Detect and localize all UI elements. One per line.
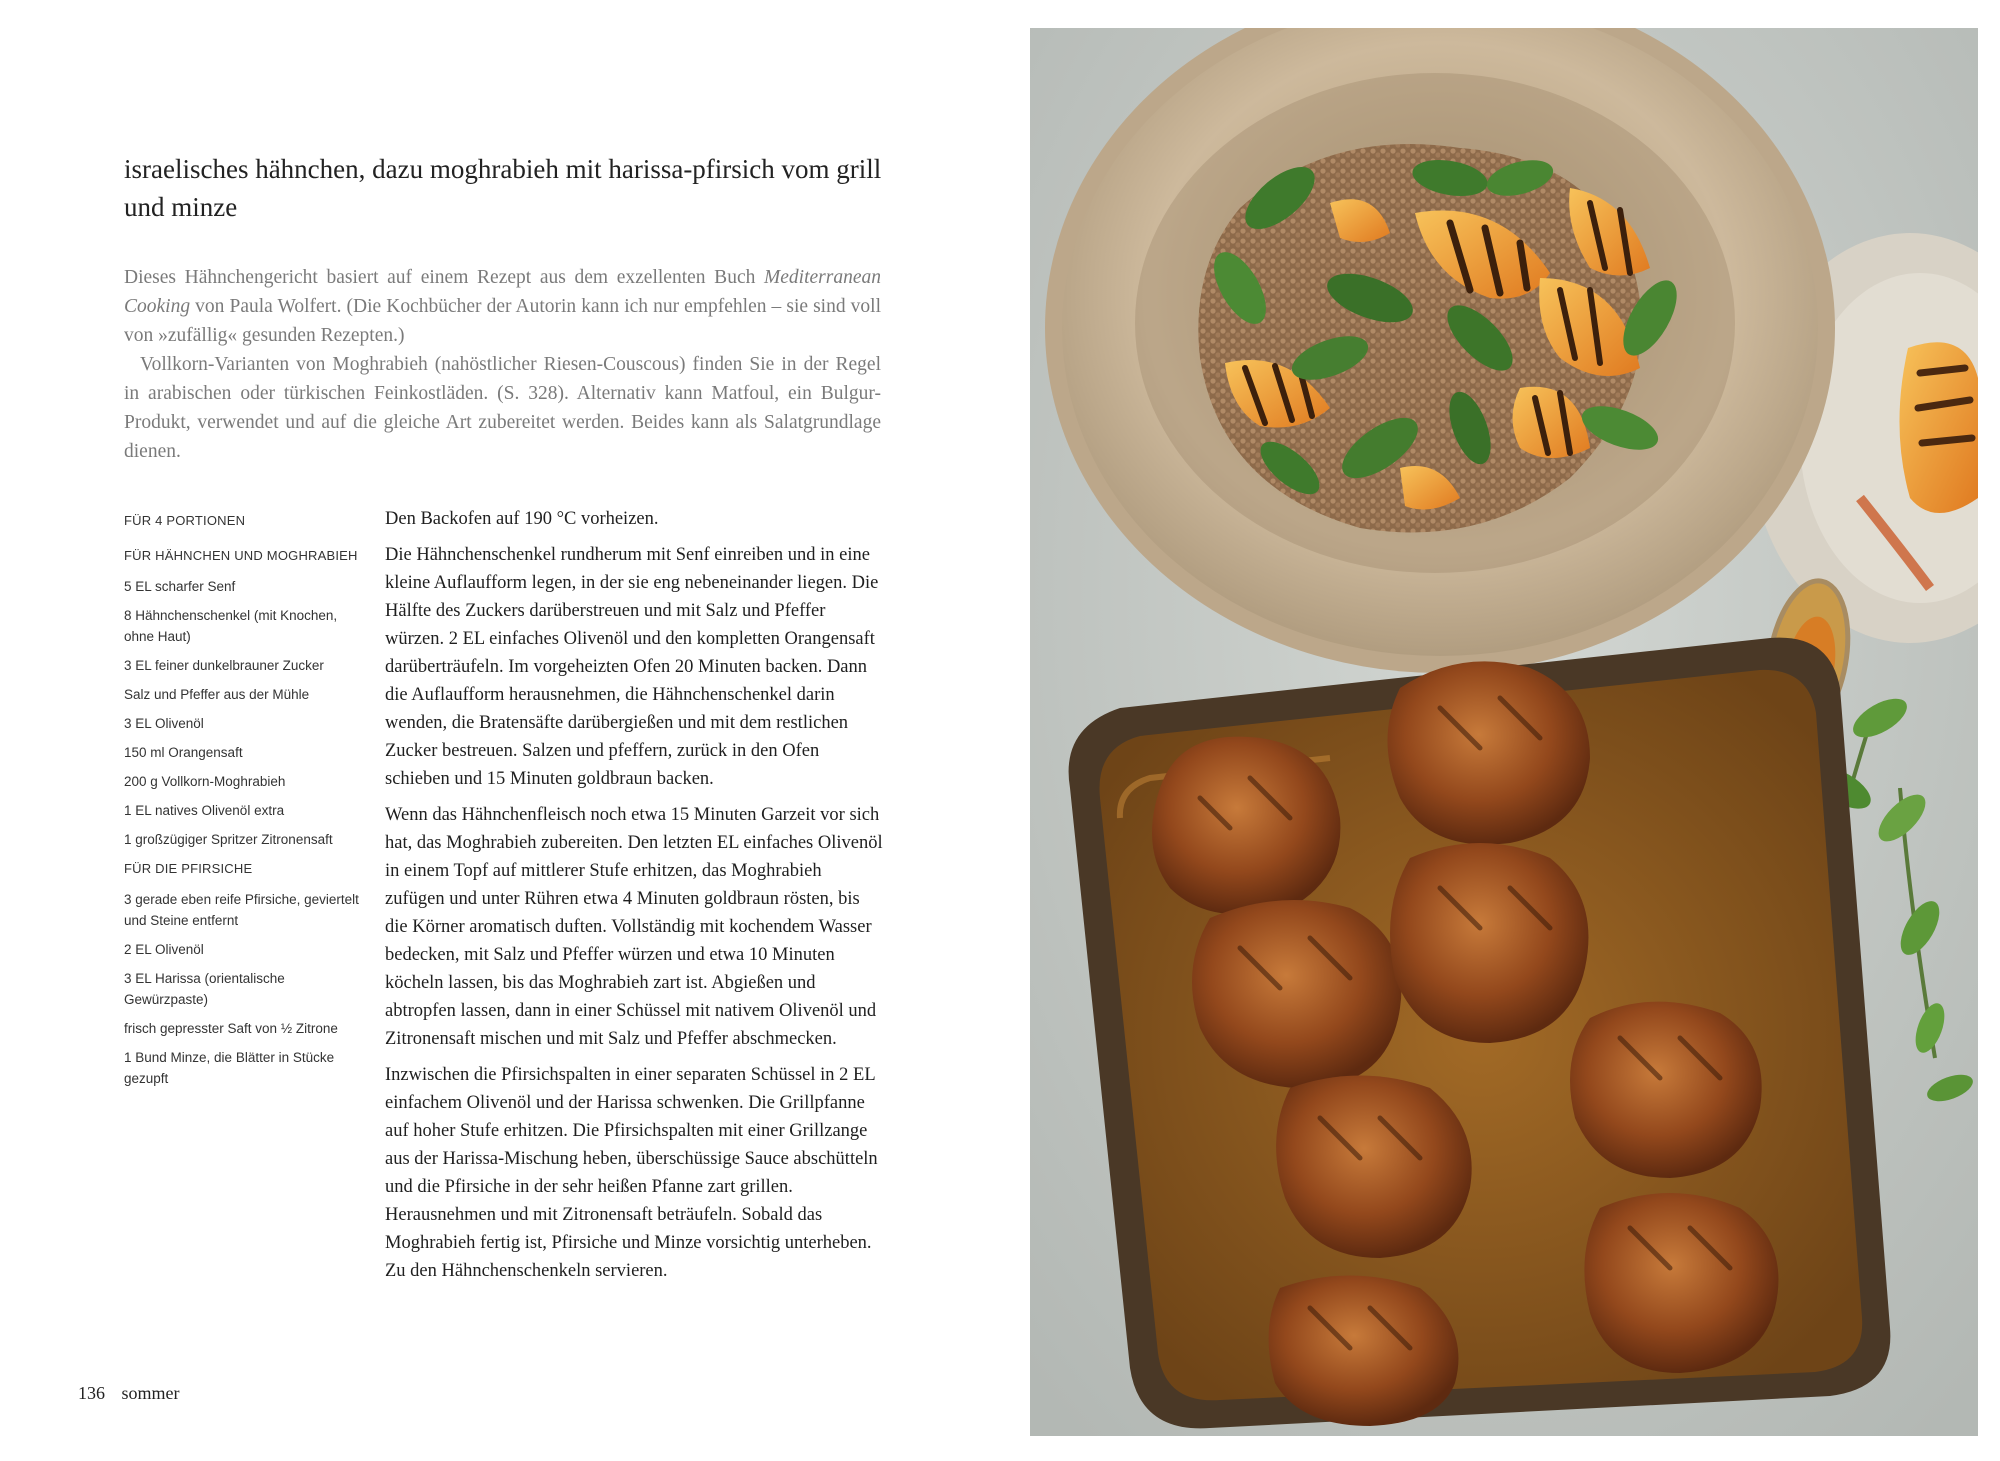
ingredient-group-heading: FÜR HÄHNCHEN UND MOGHRABIEH	[124, 548, 358, 563]
ingredient-item: 1 EL natives Olivenöl extra	[124, 803, 285, 818]
ingredient-item: Salz und Pfeffer aus der Mühle	[124, 687, 310, 702]
intro-book-title: Mediterranean Cooking	[124, 267, 881, 317]
ingredient-item: 3 EL Harissa (orientalische Gewürzpaste)	[124, 971, 285, 1007]
section-name: sommer	[121, 1383, 180, 1403]
food-illustration	[1030, 28, 1978, 1436]
ingredient-item: 150 ml Orangensaft	[124, 745, 243, 760]
method-step: Inzwischen die Pfirsichspalten in einer separaten Schüssel in 2 EL einfachem Olivenöl und der Harissa schwenken. Die Grillpfanne auf hoher Stufe erhitzen. Die Pfirsichspalten mit einer Grillzange aus der Harissa-Mischung heben, überschüssige Sauce abschütteln und die Pfirsiche in der sehr heißen Pfanne zart grillen. Herausnehmen und mit Zitronensaft beträufeln. Sobald das Moghrabieh fertig ist, Pfirsiche und Minze vorsichtig unterheben. Zu den Hähnchenschenkeln servieren.	[385, 1065, 878, 1281]
ingredient-item: frisch gepresster Saft von ½ Zitrone	[124, 1021, 338, 1036]
page-footer	[78, 1383, 180, 1404]
intro-paragraph-1	[124, 263, 881, 350]
food-photo	[1030, 28, 1978, 1436]
ingredient-item: 8 Hähnchenschenkel (mit Knochen, ohne Haut)	[124, 608, 338, 644]
ingredients-list	[124, 510, 364, 1097]
servings-heading: FÜR 4 PORTIONEN	[124, 513, 246, 528]
recipe-title: israelisches hähnchen, dazu moghrabieh mit harissa-pfirsich vom grill und minze	[124, 154, 882, 222]
ingredient-item: 200 g Vollkorn-Moghrabieh	[124, 774, 286, 789]
method-step: Wenn das Hähnchenfleisch noch etwa 15 Minuten Garzeit vor sich hat, das Moghrabieh zubereiten. Den letzten EL einfaches Olivenöl in einem Topf auf mittlerer Stufe erhitzen, das Moghrabieh zufügen und unter Rühren etwa 4 Minuten goldbraun rösten, bis die Körner aromatisch duften. Vollständig mit kochendem Wasser bedecken, mit Salz und Pfeffer würzen und etwa 10 Minuten köcheln lassen, bis das Moghrabieh zart ist. Abgießen und abtropfen lassen, dann in einer Schüssel mit nativem Olivenöl und Zitronensaft mischen und mit Salz und Pfeffer abschmecken.	[385, 805, 883, 1049]
ingredient-item: 2 EL Olivenöl	[124, 942, 204, 957]
ingredient-item: 1 großzügiger Spritzer Zitronensaft	[124, 832, 333, 847]
intro-text-1b: von Paula Wolfert. (Die Kochbücher der Autorin kann ich nur empfehlen – sie sind voll von »zufällig« gesunden Rezepten.)	[124, 296, 881, 346]
intro-paragraph-2: Vollkorn-Varianten von Moghrabieh (nahöstlicher Riesen-Couscous) finden Sie in der Regel in arabischen oder türkischen Feinkostläden. (S. 328). Alternativ kann Matfoul, ein Bulgur-Produkt, verwendet und auf die gleiche Art zubereitet werden. Beides kann als Salatgrundlage dienen.	[124, 354, 881, 462]
ingredient-item: 3 EL Olivenöl	[124, 716, 204, 731]
ingredient-group-heading: FÜR DIE PFIRSICHE	[124, 861, 253, 876]
recipe-intro	[124, 263, 881, 466]
ingredient-item: 5 EL scharfer Senf	[124, 579, 236, 594]
method-step: Die Hähnchenschenkel rundherum mit Senf einreiben und in eine kleine Auflaufform legen, in der sie eng nebeneinander liegen. Die Hälfte des Zuckers darüberstreuen und mit Salz und Pfeffer würzen. 2 EL einfaches Olivenöl und den kompletten Orangensaft darüberträufeln. Im vorgeheizten Ofen 20 Minuten backen. Dann die Auflaufform herausnehmen, die Hähnchenschenkel darin wenden, die Bratensäfte darübergießen und mit dem restlichen Zucker bestreuen. Salzen und pfeffern, zurück in den Ofen schieben und 15 Minuten goldbraun backen.	[385, 545, 879, 789]
ingredient-item: 3 EL feiner dunkelbrauner Zucker	[124, 658, 324, 673]
method-step: Den Backofen auf 190 °C vorheizen.	[385, 509, 659, 529]
ingredient-item: 3 gerade eben reife Pfirsiche, geviertelt und Steine entfernt	[124, 892, 359, 928]
intro-text-1a: Dieses Hähnchengericht basiert auf einem Rezept aus dem exzellenten Buch	[124, 267, 765, 288]
ingredient-item: 1 Bund Minze, die Blätter in Stücke gezupft	[124, 1050, 335, 1086]
method-steps	[385, 505, 883, 1293]
page-number: 136	[78, 1383, 105, 1403]
